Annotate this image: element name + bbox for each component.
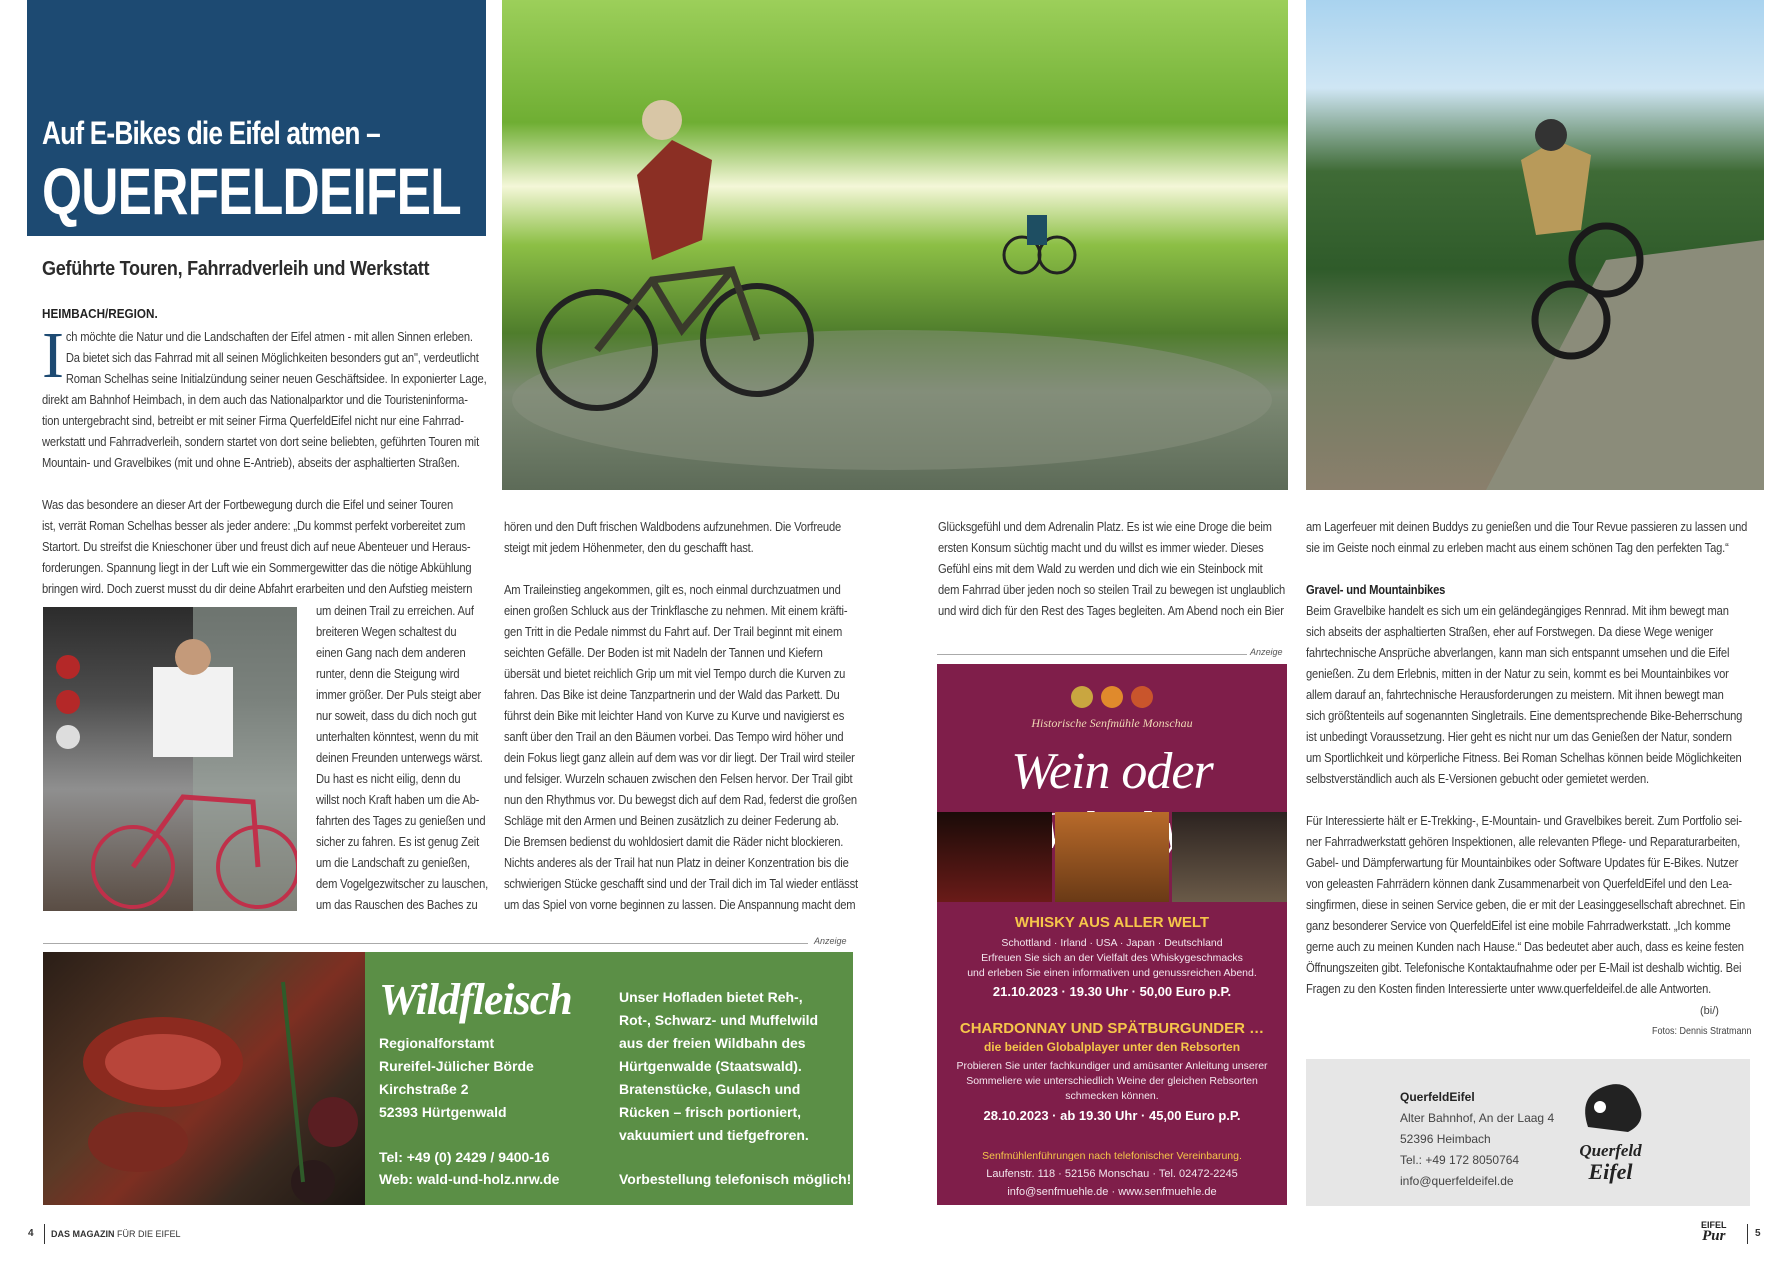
contact-box [1306,1059,1750,1206]
text-line: selbstverständlich auch als E-Versionen gebucht oder gemietet werden. [1306,771,1650,786]
shop-owner-photo [43,607,297,911]
text-line: singfirmen, diese in seinen Service geben, die er mit der Leasinggesellschaft abrechnet. Ein [1306,897,1746,912]
text-line: Öffnungszeiten gibt. Telefonische Kontaktaufnahme oder per E-Mail ist deshalb wichtig. Bei [1306,960,1742,975]
text-line: sich größtenteils auf sogenannten Singletrails. Eine dementsprechende Bike-Beherrschung [1306,708,1743,723]
text-line: um das Rauschen des Baches zu [316,897,478,912]
text-line: werkstatt und Fahrradverleih, sondern startet von dort seine beliebten, geführten Touren mit [42,434,480,449]
wildfleisch-ad [43,952,853,1205]
wine-date-1: 21.10.2023 · 19.30 Uhr · 50,00 Euro p.P. [992,984,1232,999]
ad-separator [937,654,1247,655]
text-line: einen großen Schluck aus der Trinkflasche zu nehmen. Mit einem kräfti- [504,603,848,618]
column-4 [1306,516,1756,999]
text-line: fahren. Das Bike ist deine Tanzpartnerin und der Wald das Parkett. Du [504,687,840,702]
wine-whisky-ad [937,664,1287,1205]
text-line: allem darauf an, fahrtechnische Herausforderungen zu meistern. Mit ihnen bewegt man [1306,687,1724,702]
text-line: einen Gang nach dem anderen [316,645,466,660]
page-number-right: 5 [1755,1228,1761,1239]
text-line: Am Traileinstieg angekommen, gilt es, noch einmal durchzuatmen und [504,582,841,597]
wine-text: Schottland · Irland · USA · Japan · Deutschland [1001,937,1223,949]
text-line: deinen Freunden unterwegs wärst. [316,750,483,765]
text-line: Roman Schelhas seine Initialzündung seiner neuen Geschäftsidee. In exponierter Lage, [65,371,487,386]
text-line: um Sportlichkeit und körperliche Fitness. Bei Roman Schelhas können beide Möglichkeiten [1306,750,1742,765]
text-line: Für Interessierte hält er E-Trekking-, E-Mountain- und Gravelbikes bereit. Zum Portfolio sei- [1306,813,1742,828]
wildfleisch-address: Regionalforstamt Rureifel-Jülicher Börde Kirchstraße 2 52393 Hürtgenwald [379,1035,534,1120]
wine-text: Laufenstr. 118 · 52156 Monschau · Tel. 02472-2245 [986,1168,1238,1180]
wildfleisch-contact: Tel: +49 (0) 2429 / 9400-16 Web: wald-und-holz.nrw.de [379,1149,560,1187]
text-line: um das Spiel von vorne beginnen zu lassen. Die Anspannung macht dem [504,897,856,912]
text-line: Fragen zu den Kosten finden Interessierte unter www.querfeldeifel.de alle Antworten. [1306,981,1712,996]
mountain-bike-illustration [1306,0,1764,490]
text-line: steigt mit jedem Höhenmeter, den du geschafft hast. [504,540,754,555]
wine-heading-1: WHISKY AUS ALLER WELT [1014,914,1210,931]
text-line: gerne auch zu meinen Kunden nach Hause.“ Das bedeutet aber auch, dass es keine festen [1306,939,1744,954]
location-tag: HEIMBACH/REGION. [42,306,158,321]
text-line: fahrten des Tages zu genießen und [316,813,486,828]
text-line: Du hast es nicht eilig, denn du [316,771,461,786]
shop-owner-illustration [43,607,297,911]
text-line: Beim Gravelbike handelt es sich um ein geländegängiges Rennrad. Mit ihm bewegt man [1306,603,1729,618]
text-line: dein Fokus liegt ganz allein auf dem was vor dir liegt. Der Trail wird steiler [504,750,855,765]
wine-heading-2: CHARDONNAY UND SPÄTBURGUNDER … [959,1020,1265,1037]
wine-text: Senfmühlenführungen nach telefonischer Vereinbarung. [982,1150,1242,1162]
text-line: nur soweit, dass du dich noch gut [316,708,477,723]
text-line: sicher zu fahren. Es ist genug Zeit [316,834,480,849]
wine-text: Probieren Sie unter fachkundiger und amüsanter Anleitung unserer [956,1060,1268,1072]
wildfleisch-offer: Unser Hofladen bietet Reh-, Rot-, Schwarz- und Muffelwild aus der freien Wildbahn des Hürtgenwalde (Staatswald). Bratenstücke, Gulasch und Rücken – frisch portioniert, vakuumiert und tiefgefroren. Vorbestellung telefonisch möglich! [619,986,851,1191]
text-line: ist unbedingt Voraussetzung. Hier geht es nicht nur um das Genießen der Natur, sondern [1306,729,1732,744]
text-line: sie im Geiste noch einmal zu erleben macht aus einem schönen Tag den perfekten Tag.“ [1306,540,1729,555]
column-3 [938,516,1288,621]
column-1 [42,319,487,599]
column-2 [504,516,858,915]
text-line: bringen wird. Doch zuerst musst du dir deine Abfahrt erarbeiten und den Aufstieg meistern [42,581,473,596]
text-line: schwierigen Stücke geschafft sind und der Trail dich im Tal wieder entlässt [504,876,858,891]
subtitle: Geführte Touren, Fahrradverleih und Werkstatt [42,258,430,280]
eifel-pur-logo-icon: EIFEL Pur [1701,1220,1727,1244]
text-line: ganz besonderer Service von QuerfeldEifel ist eine mobile Fahrradwerkstatt. „Ich komme [1306,918,1731,933]
wine-mill-name: Historische Senfmühle Monschau [1031,716,1193,730]
text-line: führst dein Bike mit leichter Hand von Kurve zu Kurve und navigierst es [504,708,845,723]
wildfleisch-title: Wildfleisch [379,975,572,1024]
footer-divider [44,1224,45,1244]
text-line: Die Bremsen bedienst du wohldosiert damit die Räder nicht blockieren. [504,834,844,849]
contact-details: QuerfeldEifel Alter Bahnhof, An der Laag 4 52396 Heimbach Tel.: +49 172 8050764 info@querfeldeifel.de [1400,1090,1555,1188]
text-line: ner Fahrradwerkstatt gehören Inspektionen, alle relevanten Pflege- und Reparaturarbeiten, [1306,834,1741,849]
text-line: ist, verrät Roman Schelhas besser als jeder andere: „Du kommst perfekt vorbereitet zum [42,518,466,533]
text-line: unterhalten könntest, wenn du mit [316,729,479,744]
wildfleisch-order: Vorbestellung telefonisch möglich! [619,1171,852,1187]
wine-date-2: 28.10.2023 · ab 19.30 Uhr · 45,00 Euro p.P. [983,1108,1241,1123]
text-line: Nichts anderes als der Trail hat nun Platz in deiner Konzentration bis die [504,855,849,870]
forest-bike-illustration [502,0,1288,490]
text-line: sich abseits der asphaltierten Straßen, eher auf Forstwegen. Da diese Wege weniger [1306,624,1714,639]
title-box [27,0,486,236]
text-line: Mountain- und Gravelbikes (mit und ohne E-Antrieb), abseits der asphaltierten Straßen. [42,455,460,470]
text-line: Glücksgefühl und dem Adrenalin Platz. Es ist wie eine Droge die beim [938,519,1272,534]
text-line: ersten Konsum süchtig macht und du willst es immer wieder. Dieses [938,540,1264,555]
text-line: nun den Rhythmus vor. Du bewegst dich auf dem Rad, federst die großen [504,792,857,807]
text-line: dem Vogelgezwitscher zu lauschen, [316,876,489,891]
text-line: um deinen Trail zu erreichen. Auf [316,603,474,618]
text-line: fahrtechnische Ansprüche abverlangen, kann man sich entspannt umsehen und die Eifel [1306,645,1730,660]
steak-image [43,952,365,1205]
text-line: Gabel- und Dämpferwartung für Mountainbikes oder Software Updates für E-Bikes. Nutzer [1306,855,1739,870]
text-line: gen Tritt in die Pedale nimmst du Fahrt auf. Der Trail beginnt mit einem [504,624,843,639]
wine-images [937,812,1287,902]
text-line: forderungen. Spannung liegt in der Luft wie ein Sommergewitter das die nötige Abkühlung [42,560,472,575]
wine-text: und erleben Sie einen informativen und genussreichen Abend. [967,967,1257,979]
text-line: breiteren Wegen schaltest du [316,624,457,639]
text-line: hören und den Duft frischen Waldbodens aufzunehmen. Die Vorfreude [504,519,842,534]
text-line: und felsiger. Wurzeln schauen zwischen den Felsen hervor. Der Trail gibt [504,771,853,786]
querfeldeifel-logo-icon: Querfeld Eifel [1568,1077,1653,1189]
text-line: genießen. Zu dem Erlebnis, mitten in der Natur zu sein, kommt es bei Mountainbikes vor [1306,666,1729,681]
mountain-bike-photo [1306,0,1764,490]
text-line: um die Landschaft zu genießen, [316,855,470,870]
column-1-narrow [316,600,496,915]
section-heading: Gravel- und Mountainbikes [1306,582,1446,597]
wine-text: Erfreuen Sie sich an der Vielfalt des Whiskygeschmacks [981,952,1243,964]
text-line: ch möchte die Natur und die Landschaften der Eifel atmen - mit allen Sinnen erleben. [65,329,473,344]
author-tag: (bi/) [1700,1005,1719,1017]
ad-label: Anzeige [814,936,847,946]
text-line: willst noch Kraft haben um die Ab- [316,792,480,807]
mill-logo-icon [1067,682,1157,712]
wine-title: Wein oder [1011,743,1213,800]
text-line: Gefühl eins mit dem Wald zu werden und dich wie ein Steinbock mit [938,561,1263,576]
wine-text: Sommeliere wie unterschiedlich Weine der gleichen Rebsorten [966,1075,1258,1087]
text-line: direkt am Bahnhof Heimbach, in dem auch das Nationalparktor und die Touristeninforma- [42,392,468,407]
ad-label: Anzeige [1250,647,1283,657]
text-line: und wird dich für den Rest des Tages begleiten. Am Abend noch ein Bier [938,603,1284,618]
text-line: Was das besondere an dieser Art der Fortbewegung durch die Eifel und seiner Touren [42,497,453,512]
magazine-title: DAS MAGAZIN FÜR DIE EIFEL [51,1229,181,1239]
text-line: sanft über den Trail an den Bäumen vorbei. Das Tempo wird höher und [504,729,844,744]
page-title: QUERFELDEIFEL [42,154,461,228]
wine-text: die beiden Globalplayer unter den Rebsorten [983,1040,1241,1054]
ad-separator [43,943,808,944]
title-kicker: Auf E-Bikes die Eifel atmen – [42,115,380,151]
page-number-left: 4 [28,1228,34,1239]
text-line: immer größer. Der Puls steigt aber [316,687,482,702]
text-line: übersät und bietet reichlich Grip um mit viel Tempo durch die Kurven zu [504,666,846,681]
photo-credit: Fotos: Dennis Stratmann [1652,1026,1752,1037]
wine-text: info@senfmuehle.de · www.senfmuehle.de [1007,1186,1217,1198]
text-line: runter, denn die Steigung wird [316,666,460,681]
forest-bike-photo [502,0,1288,490]
text-line: Da bietet sich das Fahrrad mit all seinen Möglichkeiten besonders gut an", verdeutlicht [65,350,479,365]
text-line: Schläge mit den Armen und Beinen zusätzlich zu deiner Federung ab. [504,813,839,828]
dropcap: I [42,319,64,392]
wine-text: schmecken können. [1065,1090,1159,1102]
text-line: seichten Gefälle. Der Boden ist mit Nadeln der Tannen und Kiefern [504,645,823,660]
text-line: von geleasten Fahrrädern können dank Zusammenarbeit von QuerfeldEifel und den Lea- [1306,876,1732,891]
text-line: am Lagerfeuer mit deinen Buddys zu genießen und die Tour Revue passieren zu lassen und [1306,519,1748,534]
text-line: dem Fahrrad über jeden noch so steilen Trail zu bewegen ist unglaublich [938,582,1286,597]
text-line: Startort. Du streifst die Knieschoner über und freust dich auf neue Abenteuer und Heraus- [42,539,471,554]
footer-divider [1747,1224,1748,1244]
text-line: tion untergebracht sind, betreibt er mit seiner Firma QuerfeldEifel nicht nur eine Fahrrad- [42,413,464,428]
